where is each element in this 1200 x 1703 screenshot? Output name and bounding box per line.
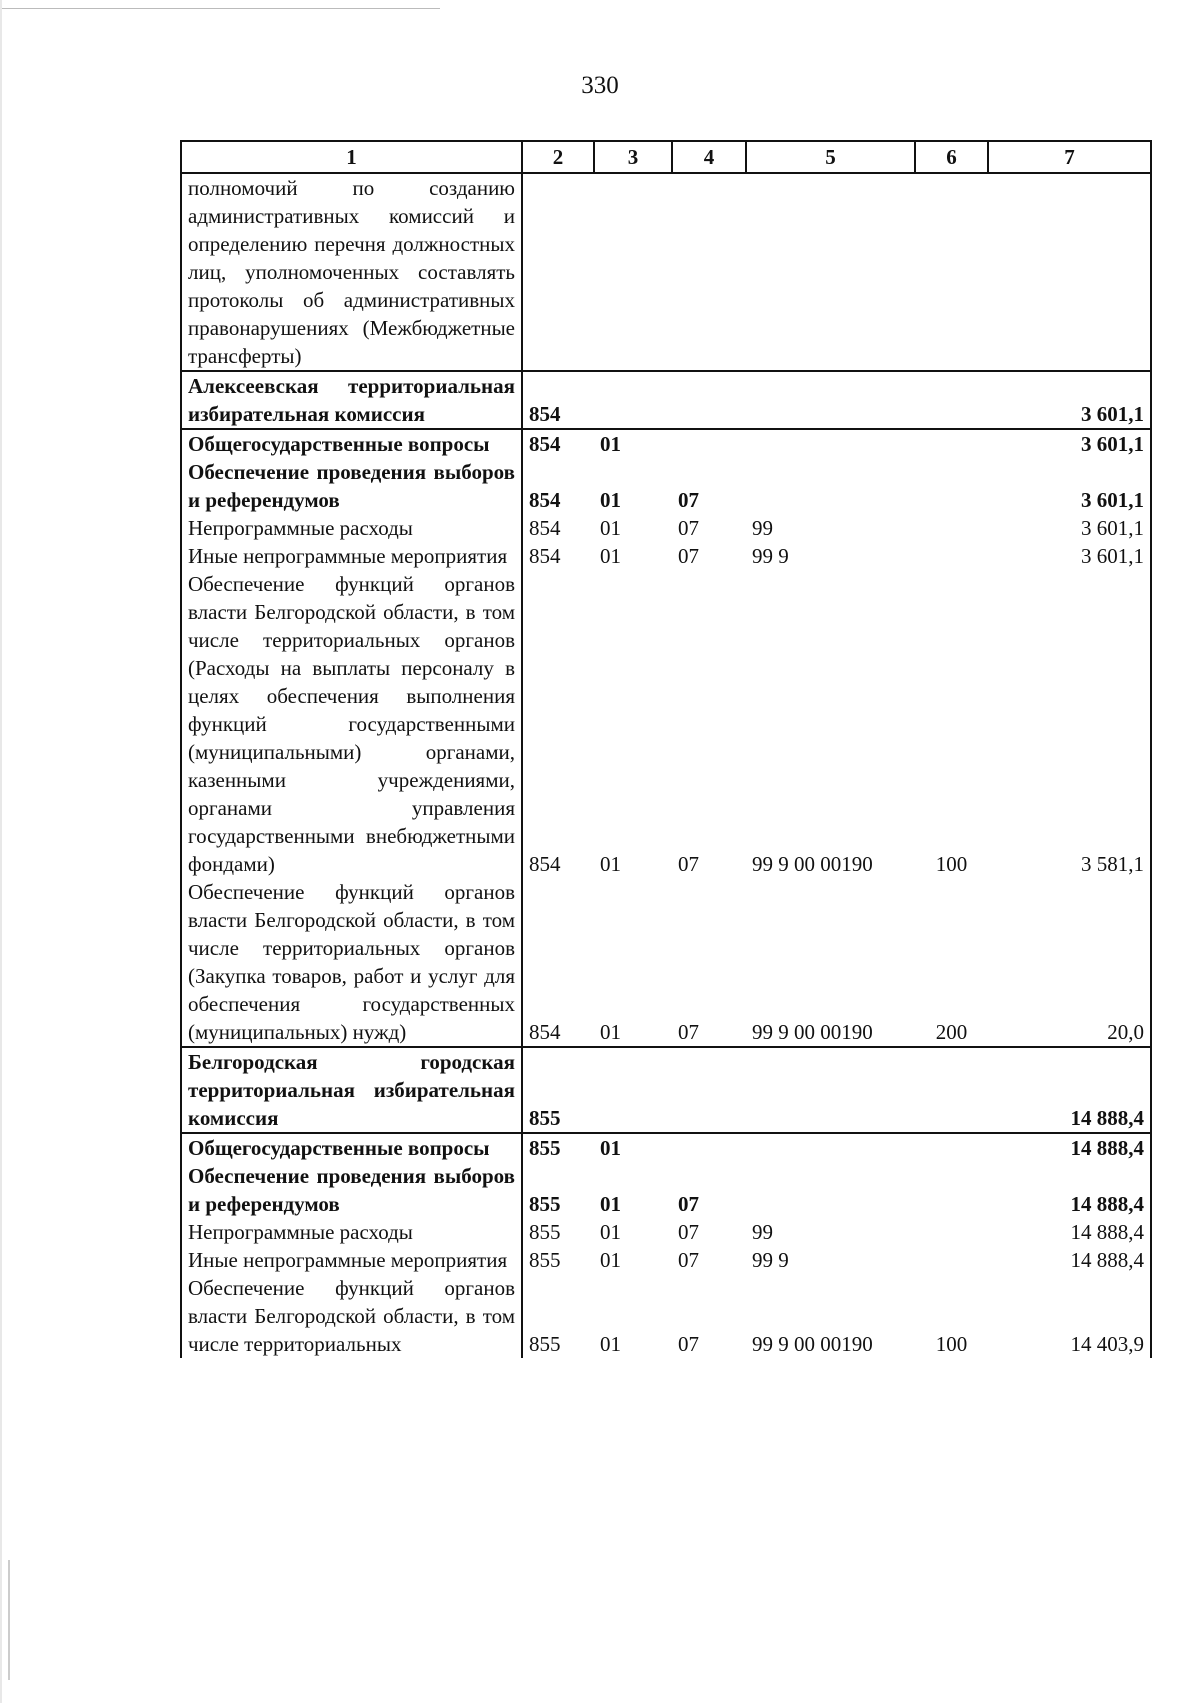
- row-value-cell-c2: 855: [522, 1246, 594, 1274]
- row-value-cell-c7: 14 888,4: [988, 1162, 1151, 1218]
- row-value-cell-c3: 01: [600, 1248, 621, 1272]
- row-value-cell-c5: [746, 429, 915, 458]
- row-value-cell-c4: 07: [678, 516, 699, 540]
- row-value-cell-c3: 01: [600, 1332, 621, 1356]
- row-value-cell-c5: 99 9: [752, 1248, 789, 1272]
- col-header: 2: [522, 141, 594, 173]
- table-row: [181, 1047, 1151, 1133]
- table-row: [181, 1246, 1151, 1274]
- table-row: [181, 514, 1151, 542]
- table-row: [181, 1162, 1151, 1218]
- row-value-cell-c3: 01: [600, 488, 621, 512]
- row-value-cell-c3: [594, 173, 672, 371]
- row-value-cell-c2: 855: [522, 1047, 594, 1133]
- row-value-cell-c7: 14 403,9: [988, 1274, 1151, 1358]
- row-name-cell: Обеспечение функций органов власти Белгородской области, в том числе территориальных: [181, 1274, 522, 1358]
- row-value-cell-c5: 99: [752, 516, 773, 540]
- table-row: [181, 1218, 1151, 1246]
- table-row: [181, 1274, 1151, 1358]
- row-value-cell-c6: 100: [935, 1332, 968, 1356]
- row-value-cell-c4: [672, 1047, 746, 1133]
- row-value-cell-c5: 99: [752, 1220, 773, 1244]
- row-value-cell-c4: 07: [678, 544, 699, 568]
- row-value-cell-c4: 07: [678, 1248, 699, 1272]
- row-name-cell: Общегосударственные вопросы: [181, 1133, 522, 1162]
- row-name-cell: Алексеевская территориальная избирательная комиссия: [181, 371, 522, 429]
- row-value-cell-c2: 854: [522, 458, 594, 514]
- col-header: 3: [594, 141, 672, 173]
- row-value-cell-c6: [915, 542, 988, 570]
- row-value-cell-c5: [746, 1047, 915, 1133]
- row-value-cell-c3: 01: [600, 852, 621, 876]
- row-value-cell-c6: 200: [915, 878, 988, 1047]
- row-value-cell-c5: [746, 1133, 915, 1162]
- row-value-cell-c2: 854: [522, 542, 594, 570]
- row-name-cell: Иные непрограммные мероприятия: [181, 542, 522, 570]
- row-value-cell-c6: [915, 514, 988, 542]
- row-value-cell-c4: [672, 429, 746, 458]
- row-value-cell-c5: 99 9: [752, 544, 789, 568]
- table-row: [181, 458, 1151, 514]
- row-value-cell-c6: [915, 1246, 988, 1274]
- row-value-cell-c4: [672, 1133, 746, 1162]
- table-body: [181, 173, 1151, 1358]
- row-value-cell-c4: 07: [678, 1220, 699, 1244]
- row-value-cell-c4: 07: [678, 488, 699, 512]
- row-name-cell: Обеспечение проведения выборов и референдумов: [181, 458, 522, 514]
- row-value-cell-c7: 20,0: [988, 878, 1151, 1047]
- row-value-cell-c7: 3 601,1: [988, 514, 1151, 542]
- row-value-cell-c6: 100: [935, 852, 968, 876]
- scan-edge: [0, 0, 2, 1703]
- row-name-cell: Непрограммные расходы: [181, 1218, 522, 1246]
- table-row: [181, 429, 1151, 458]
- row-value-cell-c7: 3 601,1: [988, 429, 1151, 458]
- row-name-cell: Обеспечение функций органов власти Белгородской области, в том числе территориальных органов (Расходы на выплаты персоналу в целях обеспечения выполнения функций государственными (муниципальными) органами, казенными учреждениями, органами управления государственными внебюджетными фондами): [181, 570, 522, 878]
- table-row: [181, 173, 1151, 371]
- row-value-cell-c2: 855: [522, 1218, 594, 1246]
- row-value-cell-c3: [594, 1047, 672, 1133]
- row-value-cell-c4: 07: [678, 1192, 699, 1216]
- table-row: [181, 542, 1151, 570]
- row-value-cell-c5: [746, 371, 915, 429]
- row-value-cell-c7: 14 888,4: [988, 1246, 1151, 1274]
- row-value-cell-c2: 855: [522, 1274, 594, 1358]
- row-name-cell: Обеспечение проведения выборов и референдумов: [181, 1162, 522, 1218]
- table-row: [181, 1133, 1151, 1162]
- row-value-cell-c2: [522, 173, 594, 371]
- row-value-cell-c5: 99 9 00 00190: [752, 852, 873, 876]
- row-value-cell-c6: [915, 1162, 988, 1218]
- row-value-cell-c3: 01: [600, 1136, 621, 1160]
- row-value-cell-c3: [594, 371, 672, 429]
- scan-artifact-line: [0, 8, 440, 9]
- scan-artifact-mark: [8, 1560, 10, 1680]
- row-value-cell-c7: 14 888,4: [988, 1133, 1151, 1162]
- row-value-cell-c2: 854: [522, 570, 594, 878]
- row-name-cell: Иные непрограммные мероприятия: [181, 1246, 522, 1274]
- row-value-cell-c6: [915, 1133, 988, 1162]
- col-header: 1: [181, 141, 522, 173]
- row-value-cell-c5: 99 9 00 00190: [752, 1332, 873, 1356]
- col-header: 4: [672, 141, 746, 173]
- table-row: [181, 570, 1151, 878]
- row-name-cell: Обеспечение функций органов власти Белгородской области, в том числе территориальных органов (Закупка товаров, работ и услуг для обеспечения государственных (муниципальных) нужд): [181, 878, 522, 1047]
- row-value-cell-c3: 01: [600, 516, 621, 540]
- row-value-cell-c6: [915, 1218, 988, 1246]
- table-row: [181, 371, 1151, 429]
- row-value-cell-c2: 854: [522, 371, 594, 429]
- row-value-cell-c7: 3 601,1: [988, 371, 1151, 429]
- row-value-cell-c2: 855: [522, 1162, 594, 1218]
- row-name-cell: полномочий по созданию административных комиссий и определению перечня должностных лиц, уполномоченных составлять протоколы об административных правонарушениях (Межбюджетные трансферты): [181, 173, 522, 371]
- col-header: 6: [915, 141, 988, 173]
- row-value-cell-c5: [746, 458, 915, 514]
- row-value-cell-c7: 3 581,1: [988, 570, 1151, 878]
- row-value-cell-c3: 01: [600, 432, 621, 456]
- row-value-cell-c3: 01: [600, 1192, 621, 1216]
- row-value-cell-c6: [915, 429, 988, 458]
- row-value-cell-c2: 854: [522, 878, 594, 1047]
- row-name-cell: Белгородская городская территориальная избирательная комиссия: [181, 1047, 522, 1133]
- table-row: [181, 878, 1151, 1047]
- row-value-cell-c2: 854: [522, 514, 594, 542]
- row-value-cell-c5: [746, 1162, 915, 1218]
- row-value-cell-c6: [915, 458, 988, 514]
- row-value-cell-c6: [915, 371, 988, 429]
- row-value-cell-c7: 14 888,4: [988, 1218, 1151, 1246]
- row-value-cell-c2: 854: [522, 429, 594, 458]
- row-value-cell-c6: [915, 1047, 988, 1133]
- row-value-cell-c7: 14 888,4: [988, 1047, 1151, 1133]
- row-value-cell-c7: 3 601,1: [988, 542, 1151, 570]
- page-number: 330: [581, 72, 619, 99]
- col-header: 5: [746, 141, 915, 173]
- row-value-cell-c3: 01: [594, 878, 672, 1047]
- row-value-cell-c5: 99 9 00 00190: [746, 878, 915, 1047]
- row-value-cell-c3: 01: [600, 1220, 621, 1244]
- row-value-cell-c4: 07: [678, 1332, 699, 1356]
- row-value-cell-c7: 3 601,1: [988, 458, 1151, 514]
- row-value-cell-c3: 01: [600, 544, 621, 568]
- row-value-cell-c4: 07: [678, 852, 699, 876]
- row-value-cell-c4: 07: [672, 878, 746, 1047]
- budget-table: [180, 140, 1152, 1358]
- row-name-cell: Общегосударственные вопросы: [181, 429, 522, 458]
- row-value-cell-c7: [988, 173, 1151, 371]
- row-value-cell-c4: [672, 371, 746, 429]
- header-row: [181, 141, 1151, 173]
- col-header: 7: [988, 141, 1151, 173]
- row-value-cell-c2: 855: [522, 1133, 594, 1162]
- row-value-cell-c5: [746, 173, 915, 371]
- row-name-cell: Непрограммные расходы: [181, 514, 522, 542]
- row-value-cell-c6: [915, 173, 988, 371]
- row-value-cell-c4: [672, 173, 746, 371]
